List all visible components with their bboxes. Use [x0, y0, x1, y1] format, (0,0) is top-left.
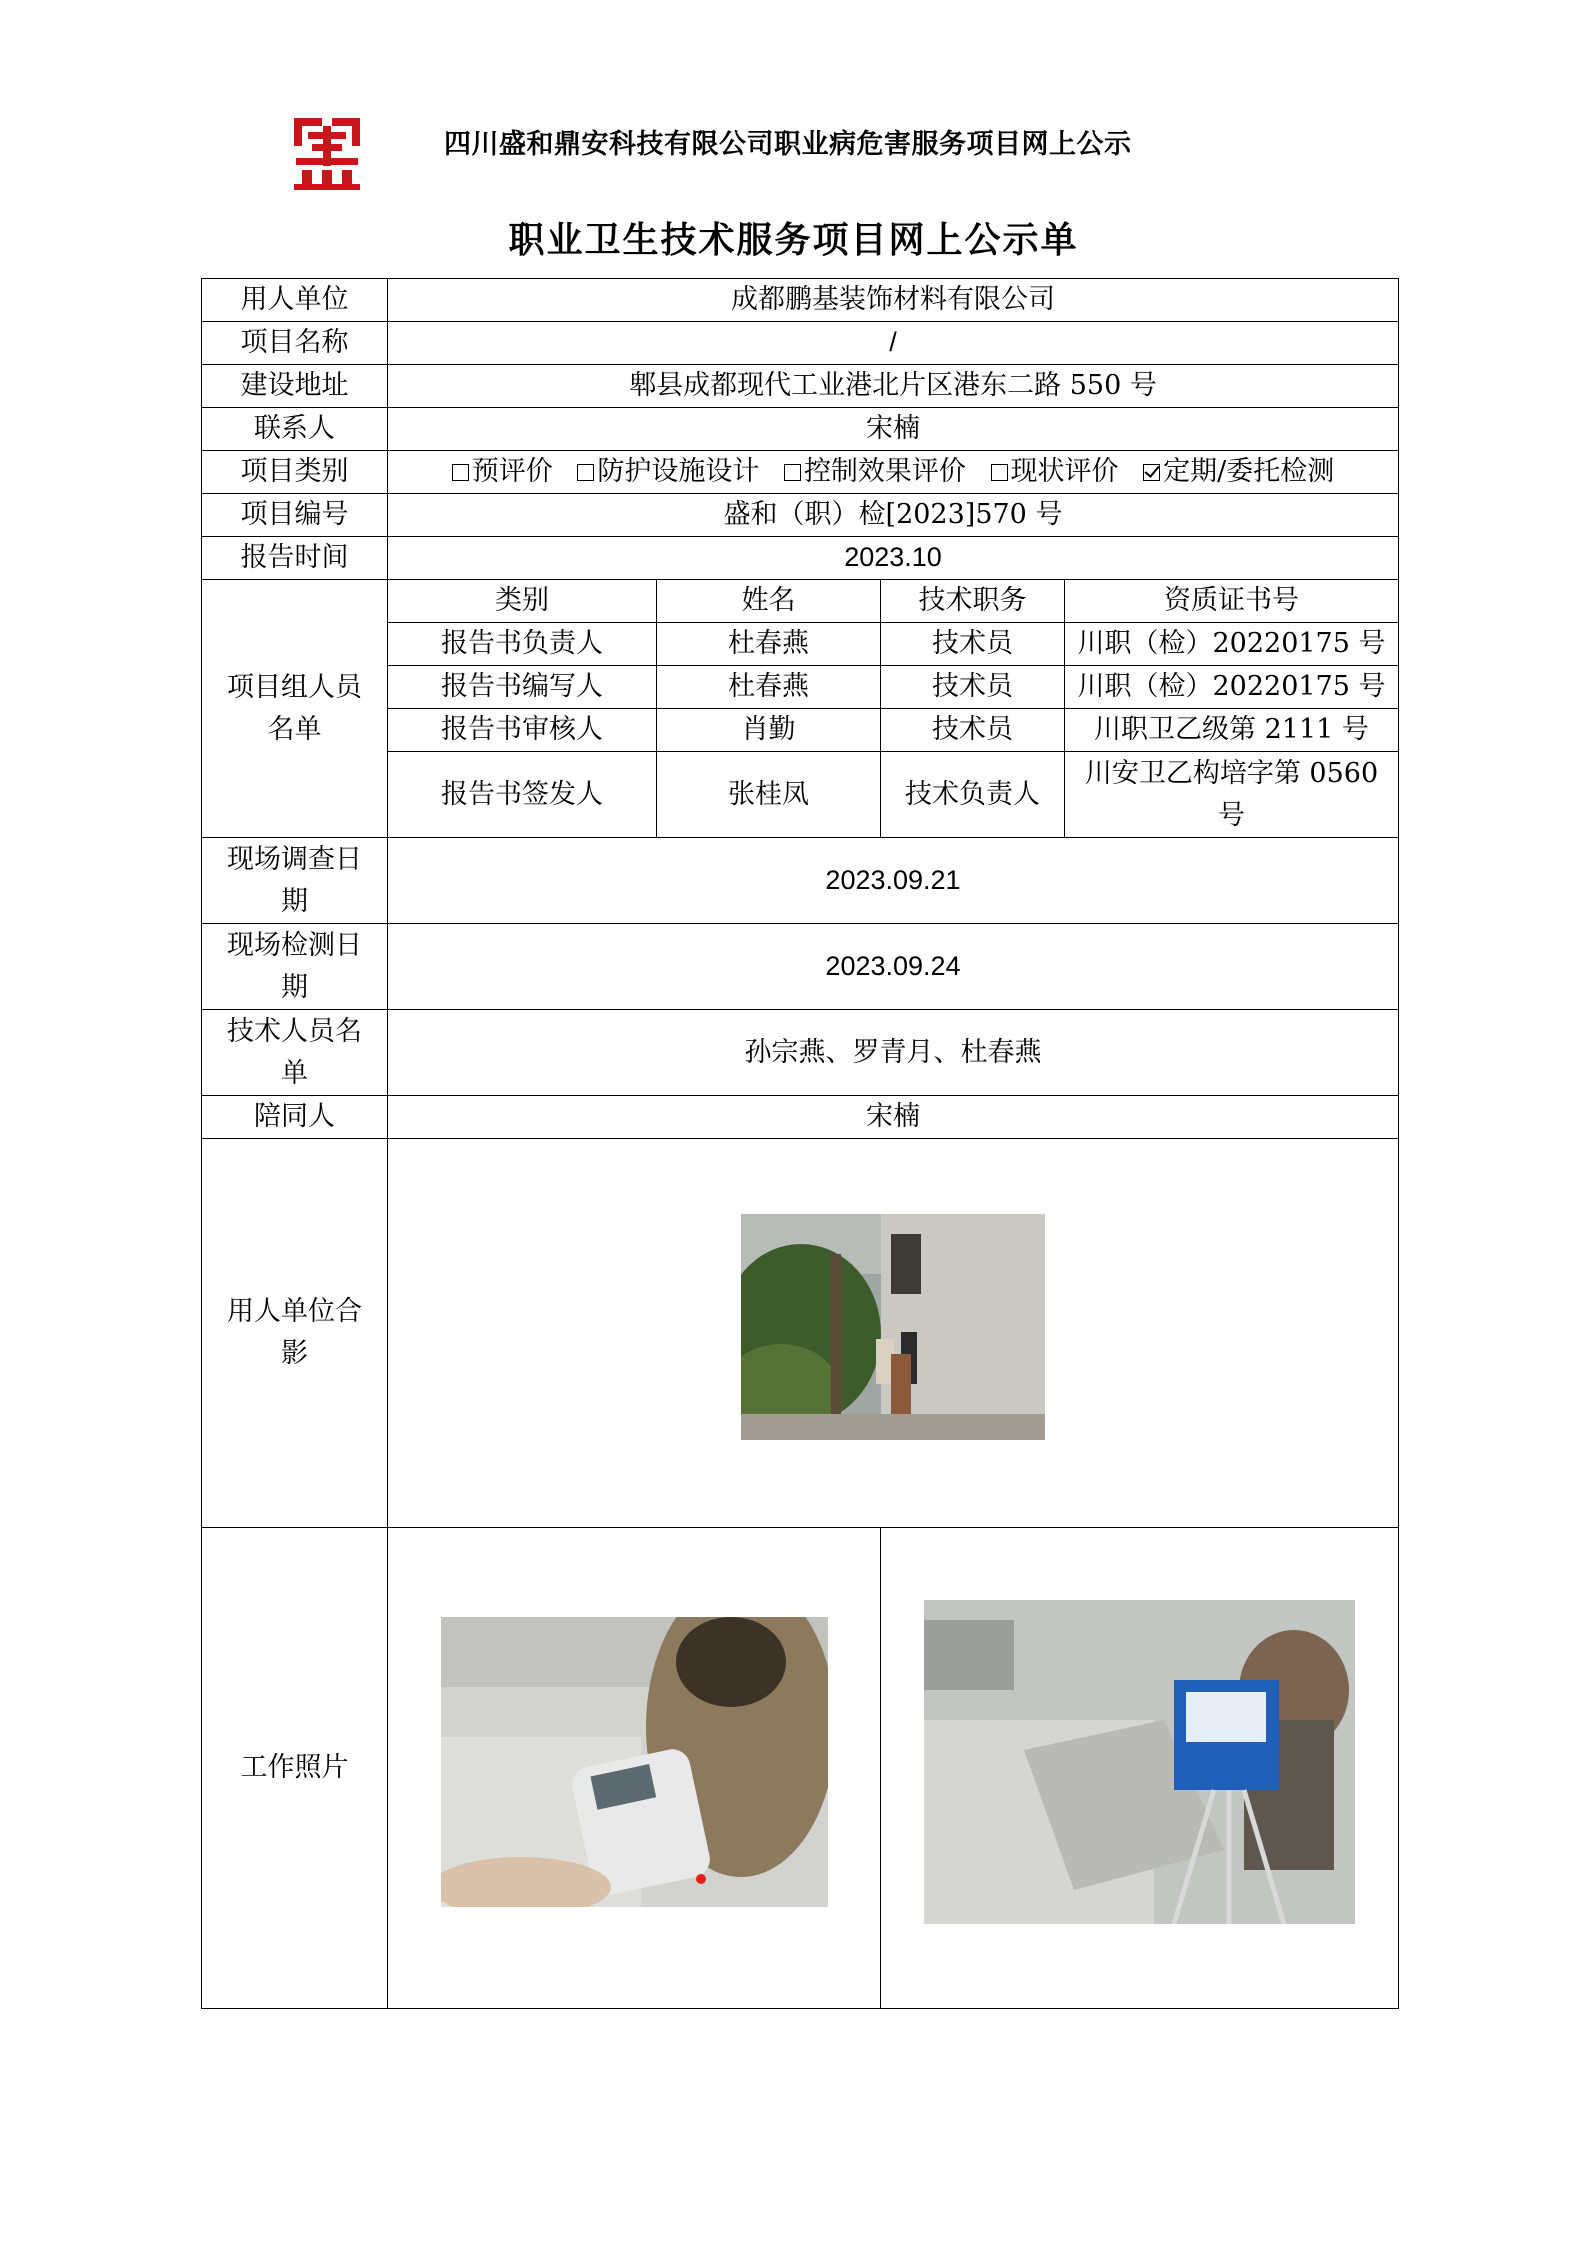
team-cell: 川职卫乙级第 2111 号 — [1065, 709, 1399, 752]
category-option[interactable] — [991, 456, 1119, 487]
checkbox-icon[interactable] — [577, 464, 594, 481]
test-date-label-line: 期 — [281, 971, 308, 1003]
team-header-cell: 姓名 — [657, 580, 881, 623]
checkbox-icon[interactable] — [991, 464, 1008, 481]
team-cell: 川安卫乙构培字第 0560 号 — [1065, 752, 1399, 838]
group-photo-label — [202, 1139, 388, 1528]
team-label-line: 名单 — [267, 713, 322, 745]
survey-date-label — [202, 838, 388, 924]
work-photo-air-sampler — [924, 1600, 1355, 1924]
company-notice-heading: 四川盛和鼎安科技有限公司职业病危害服务项目网上公示 — [444, 129, 1132, 160]
technicians-value: 孙宗燕、罗青月、杜春燕 — [388, 1010, 1399, 1096]
group-photo-image — [741, 1214, 1045, 1440]
category-option-label: 预评价 — [471, 456, 553, 488]
checkbox-icon[interactable] — [452, 464, 469, 481]
row-technicians — [202, 1010, 1399, 1096]
team-header-cell: 资质证书号 — [1065, 580, 1399, 623]
team-cell: 技术负责人 — [881, 752, 1065, 838]
row-escort — [202, 1096, 1399, 1139]
category-option-label: 控制效果评价 — [803, 456, 966, 488]
row-group-photo — [202, 1139, 1399, 1528]
test-date-label-line: 现场检测日 — [227, 929, 362, 961]
survey-date-label-line: 现场调查日 — [227, 843, 362, 875]
survey-date-value: 2023.09.21 — [388, 838, 1399, 924]
page-header — [288, 112, 1388, 202]
test-date-value: 2023.09.24 — [388, 924, 1399, 1010]
team-cell: 报告书审核人 — [388, 709, 657, 752]
escort-label: 陪同人 — [202, 1096, 388, 1139]
work-photo-cell-right — [881, 1528, 1399, 2009]
category-option[interactable] — [784, 456, 966, 487]
category-option-label: 定期/委托检测 — [1163, 456, 1335, 488]
work-photo-label: 工作照片 — [202, 1528, 388, 2009]
contact-label: 联系人 — [202, 408, 388, 451]
team-cell: 川职（检）20220175 号 — [1065, 623, 1399, 666]
team-cell: 杜春燕 — [657, 666, 881, 709]
category-option[interactable] — [1143, 456, 1334, 487]
work-photo-sound-meter — [441, 1617, 828, 1907]
row-address — [202, 365, 1399, 408]
group-photo-label-line: 影 — [281, 1338, 308, 1369]
category-option-label: 防护设施设计 — [597, 456, 760, 488]
project-name-value: / — [388, 322, 1399, 365]
team-header-cell: 类别 — [388, 580, 657, 623]
row-contact — [202, 408, 1399, 451]
row-survey-date — [202, 838, 1399, 924]
report-time-label: 报告时间 — [202, 537, 388, 580]
team-cell: 报告书负责人 — [388, 623, 657, 666]
team-label-line: 项目组人员 — [227, 671, 362, 703]
group-photo-label-line: 用人单位合 — [227, 1296, 362, 1328]
row-project-name — [202, 322, 1399, 365]
category-label: 项目类别 — [202, 451, 388, 494]
project-name-label: 项目名称 — [202, 322, 388, 365]
team-cell: 肖勤 — [657, 709, 881, 752]
technicians-label-line: 单 — [281, 1057, 308, 1089]
team-header-row — [202, 580, 1399, 623]
team-cell: 技术员 — [881, 666, 1065, 709]
document-title: 职业卫生技术服务项目网上公示单 — [508, 219, 1079, 261]
company-logo — [288, 112, 366, 194]
test-date-label — [202, 924, 388, 1010]
checkbox-icon[interactable] — [784, 464, 801, 481]
technicians-label — [202, 1010, 388, 1096]
row-test-date — [202, 924, 1399, 1010]
row-category — [202, 451, 1399, 494]
escort-value: 宋楠 — [388, 1096, 1399, 1139]
survey-date-label-line: 期 — [281, 885, 308, 917]
employer-label: 用人单位 — [202, 279, 388, 322]
team-cell: 技术员 — [881, 623, 1065, 666]
technicians-label-line: 技术人员名 — [227, 1015, 362, 1047]
team-cell: 报告书签发人 — [388, 752, 657, 838]
category-option[interactable] — [452, 456, 553, 487]
publicity-form-table — [201, 278, 1399, 2009]
row-report-time — [202, 537, 1399, 580]
contact-value: 宋楠 — [388, 408, 1399, 451]
team-cell: 张桂凤 — [657, 752, 881, 838]
team-cell: 报告书编写人 — [388, 666, 657, 709]
work-photo-cell-left — [388, 1528, 881, 2009]
team-header-cell: 技术职务 — [881, 580, 1065, 623]
team-label — [202, 580, 388, 838]
category-option[interactable] — [577, 456, 759, 487]
project-no-value: 盛和（职）检[2023]570 号 — [388, 494, 1399, 537]
team-cell: 杜春燕 — [657, 623, 881, 666]
row-work-photos — [202, 1528, 1399, 2009]
address-value: 郫县成都现代工业港北片区港东二路 550 号 — [388, 365, 1399, 408]
team-cell: 技术员 — [881, 709, 1065, 752]
row-project-no — [202, 494, 1399, 537]
project-no-label: 项目编号 — [202, 494, 388, 537]
address-label: 建设地址 — [202, 365, 388, 408]
employer-value: 成都鹏基装饰材料有限公司 — [388, 279, 1399, 322]
team-cell: 川职（检）20220175 号 — [1065, 666, 1399, 709]
report-time-value: 2023.10 — [388, 537, 1399, 580]
row-employer — [202, 279, 1399, 322]
category-option-label: 现状评价 — [1010, 456, 1119, 488]
category-options — [388, 451, 1399, 494]
checked-checkbox-icon[interactable] — [1143, 464, 1160, 481]
group-photo-cell — [388, 1139, 1399, 1528]
